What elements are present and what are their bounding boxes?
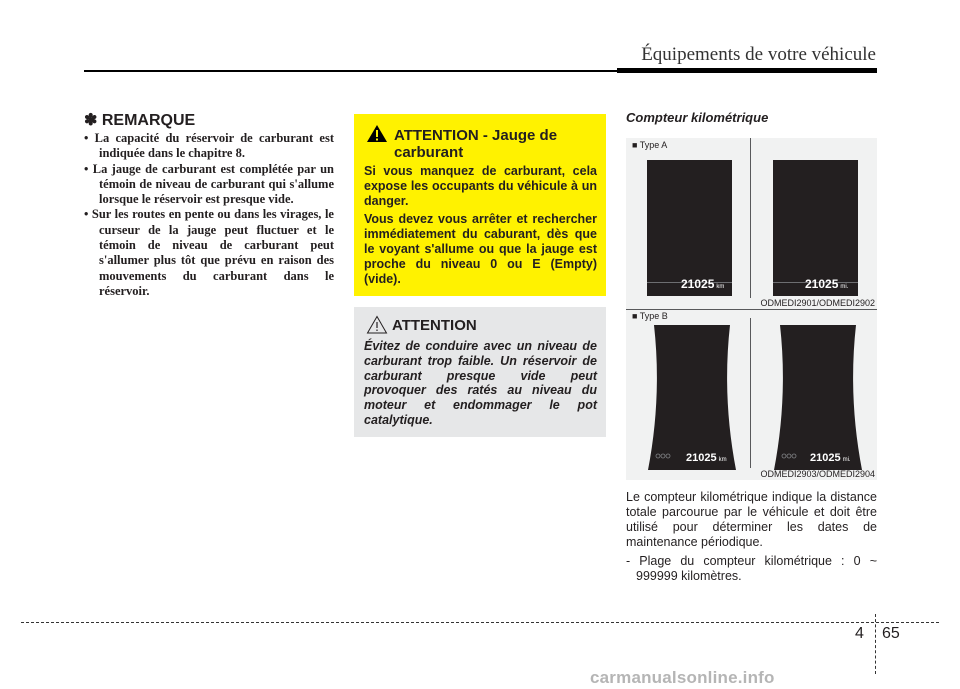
attention-catalyst-body: Évitez de conduire avec un niveau de carburant trop faible. Un réservoir de carburant presque vide peut provoquer des ratés au niveau du moteur et endommager le pot catalytique. bbox=[364, 339, 597, 427]
odometer-title: Compteur kilométrique bbox=[626, 110, 769, 125]
odometer-reading: 21025 mi. bbox=[810, 452, 851, 464]
odometer-reading: 21025 km bbox=[681, 277, 725, 291]
figure-divider bbox=[750, 138, 751, 298]
figure-divider bbox=[750, 318, 751, 468]
remarque-item: • Sur les routes en pente ou dans les virages, le curseur de la jauge peut fluctuer et le témoin de niveau de carburant peut s'allumer plus tôt que prévu en raison des mouvements du carburant dans le réservoir. bbox=[84, 207, 334, 299]
header-rule-accent bbox=[617, 68, 877, 73]
odometer-range: - Plage du compteur kilométrique : 0 ~ 999999 kilomètres. bbox=[626, 554, 877, 583]
attention-fuel-body: Si vous manquez de carburant, cela expose les occupants du véhicule à un danger. Vous devez vous arrêter et rechercher immédiatement du caburant, dès que le voyant s'allume ou que la jauge est proche du niveau 0 ou E (Empty) (vide). bbox=[364, 164, 597, 286]
figure-separator bbox=[626, 309, 877, 310]
figure-code-b: ODMEDI2903/ODMEDI2904 bbox=[760, 469, 875, 479]
odometer-display-mi bbox=[773, 160, 858, 296]
odometer-display-mi-typeb bbox=[772, 325, 864, 470]
odometer-reading: 21025 mi. bbox=[805, 277, 849, 291]
page-number: 65 bbox=[882, 625, 900, 642]
attention-fuel-box bbox=[354, 114, 606, 296]
page-number-separator bbox=[875, 614, 876, 674]
warning-icon bbox=[366, 124, 388, 143]
odometer-reading: 21025 km bbox=[686, 452, 727, 464]
chapter-number: 4 bbox=[855, 625, 864, 642]
type-a-label: ■ Type A bbox=[632, 140, 667, 150]
footer-rule bbox=[21, 622, 939, 623]
type-b-label: ■ Type B bbox=[632, 311, 668, 321]
figure-code-a: ODMEDI2901/ODMEDI2902 bbox=[760, 298, 875, 308]
attention-catalyst-heading: ATTENTION bbox=[392, 317, 477, 334]
odometer-figure bbox=[626, 138, 877, 480]
remarque-list bbox=[84, 131, 334, 299]
warning-icon bbox=[366, 315, 388, 334]
remarque-item: • La jauge de carburant est complétée par un témoin de niveau de carburant qui s'allume lorsque le réservoir est presque vide. bbox=[84, 162, 334, 208]
attention-catalyst-box bbox=[354, 307, 606, 437]
remarque-title: ✽ REMARQUE bbox=[84, 112, 196, 129]
odometer-display-km bbox=[647, 160, 732, 296]
page-header-title: Équipements de votre véhicule bbox=[641, 44, 876, 65]
watermark: carmanualsonline.info bbox=[590, 668, 775, 687]
attention-fuel-heading: ATTENTION - Jauge de carburant bbox=[394, 127, 558, 161]
remarque-item: • La capacité du réservoir de carburant est indiquée dans le chapitre 8. bbox=[84, 131, 334, 162]
odometer-description: Le compteur kilométrique indique la distance totale parcourue par le véhicule et doit être utilisé pour déterminer les dates de maintenance périodique. - Plage du compteur kilométrique : 0 ~ 999999 kilomètres. bbox=[626, 490, 877, 583]
odometer-display-km-typeb bbox=[646, 325, 738, 470]
